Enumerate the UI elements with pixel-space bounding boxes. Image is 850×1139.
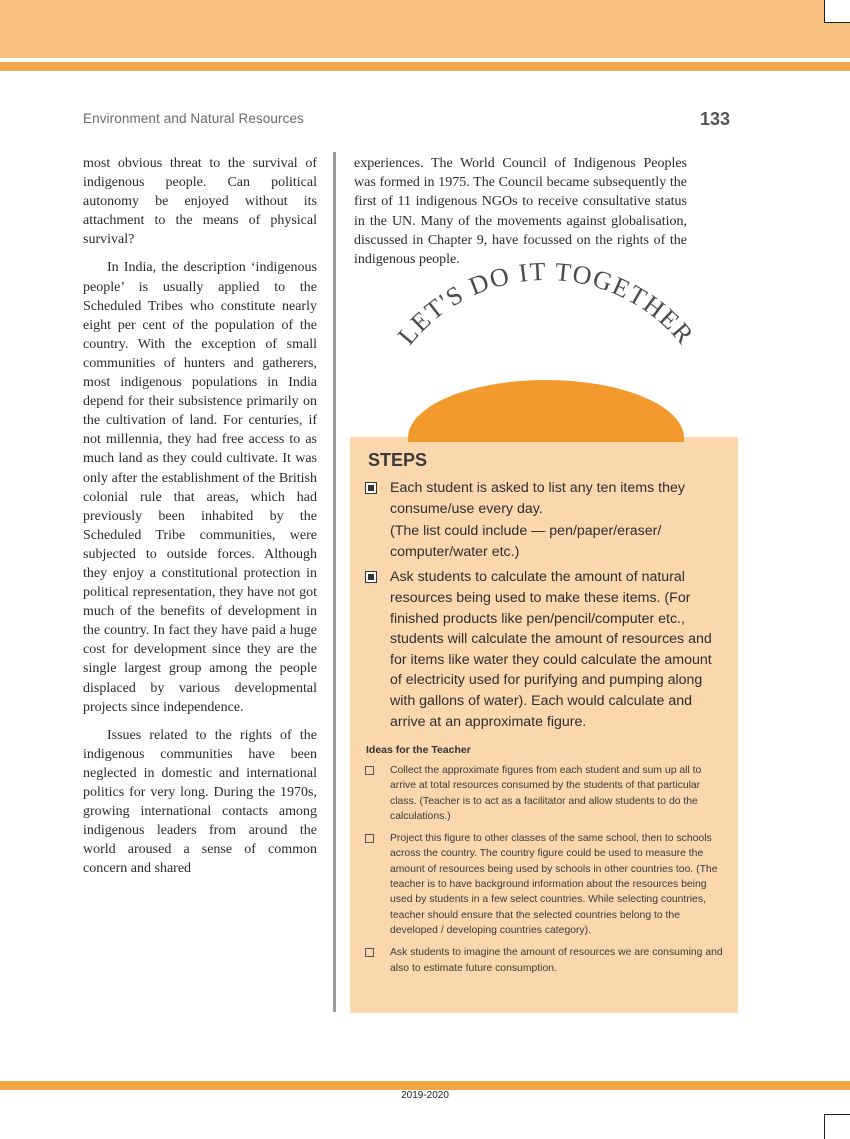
paragraph: most obvious threat to the survival of indigenous people. Can political autonomy be enjoyed without its attachment to the means of physical survival? [83, 156, 317, 248]
top-stripe [0, 62, 850, 71]
idea-text: Collect the approximate figures from each student and sum up all to arrive at total resources consumed by the students of that particular class. (Teacher is to act as a facilitator and allow students to do the calculations.) [390, 765, 702, 822]
list-item [364, 945, 724, 976]
activity-box [350, 256, 738, 1013]
column-divider [333, 152, 336, 1012]
square-bullet-icon [365, 948, 374, 957]
square-bullet-icon [365, 766, 374, 775]
list-item [364, 478, 724, 562]
step-text: Ask students to calculate the amount of natural resources being used to make these items. (For finished products like pen/pencil/computer etc., students will calculate the amount of resources and for items like water they could calculate the amount of electricity used for purifying and pumping along with gallons of water). Each would calculate and arrive at an approximate figure. [390, 569, 712, 730]
checkbox-bullet-icon [365, 482, 377, 494]
crop-mark-top-right [824, 0, 850, 23]
paragraph: In India, the description ‘indigenous people’ is usually applied to the Scheduled Tribes who constitute nearly eight per cent of the population of the country. With the exception of small communities of hunters and gatherers, most indigenous populations in India depend for their subsistence primarily on the cultivation of land. For centuries, if not millennia, they had free access to as much land as they could cultivate. It was only after the establishment of the British colonial rule that areas, which had previously been inhabited by the Scheduled Tribe communities, were subjected to outside forces. Although they enjoy a constitutional protection in political representation, they have not got much of the benefits of development in the country. In fact they have paid a huge cost for development since they are the single largest group among the people displaced by various developmental projects since independence. [83, 260, 317, 715]
bottom-stripe [0, 1081, 850, 1090]
idea-text: Project this figure to other classes of the same school, then to schools across the country. The country figure could be used to measure the amount of resources being used by schools in other countries too. (The teacher is to have background information about the resources being used by students in a few select countries. While selecting countries, teacher should ensure that the selected countries belong to the developed / developing countries category). [390, 833, 718, 936]
paragraph: Issues related to the rights of the indigenous communities have been neglected in domestic and international politics for very long. During the 1970s, growing international contacts among indigenous leaders from around the world aroused a sense of common concern and shared [83, 727, 317, 877]
left-column [83, 154, 317, 887]
ideas-heading: Ideas for the Teacher [366, 744, 471, 756]
right-column [354, 154, 687, 269]
step-text: Each student is asked to list any ten items they consume/use every day. [390, 480, 685, 517]
paragraph: experiences. The World Council of Indigenous Peoples was formed in 1975. The Council became subsequently the first of 11 indigenous NGOs to receive consultative status in the UN. Many of the movements against globalisation, discussed in Chapter 9, have focussed on the rights of the indigenous people. [354, 156, 687, 268]
square-bullet-icon [365, 834, 374, 843]
page-number: 133 [700, 109, 731, 129]
list-item [364, 831, 724, 938]
steps-heading: STEPS [368, 450, 428, 470]
idea-text: Ask students to imagine the amount of resources we are consuming and also to estimate future consumption. [390, 947, 723, 974]
banner-title: LET'S DO IT TOGETHER [391, 256, 701, 351]
ideas-list [364, 763, 724, 983]
step-note: (The list could include — pen/paper/eraser/ computer/water etc.) [390, 523, 662, 560]
banner-arc [350, 256, 738, 460]
list-item [364, 567, 724, 732]
list-item [364, 763, 724, 824]
orange-half-disc [408, 380, 684, 442]
steps-list [364, 478, 724, 737]
running-head: Environment and Natural Resources [83, 111, 304, 126]
crop-mark-bottom-right [824, 1114, 850, 1139]
footer-year: 2019-2020 [401, 1090, 449, 1101]
checkbox-bullet-icon [365, 571, 377, 583]
top-color-band [0, 0, 850, 58]
